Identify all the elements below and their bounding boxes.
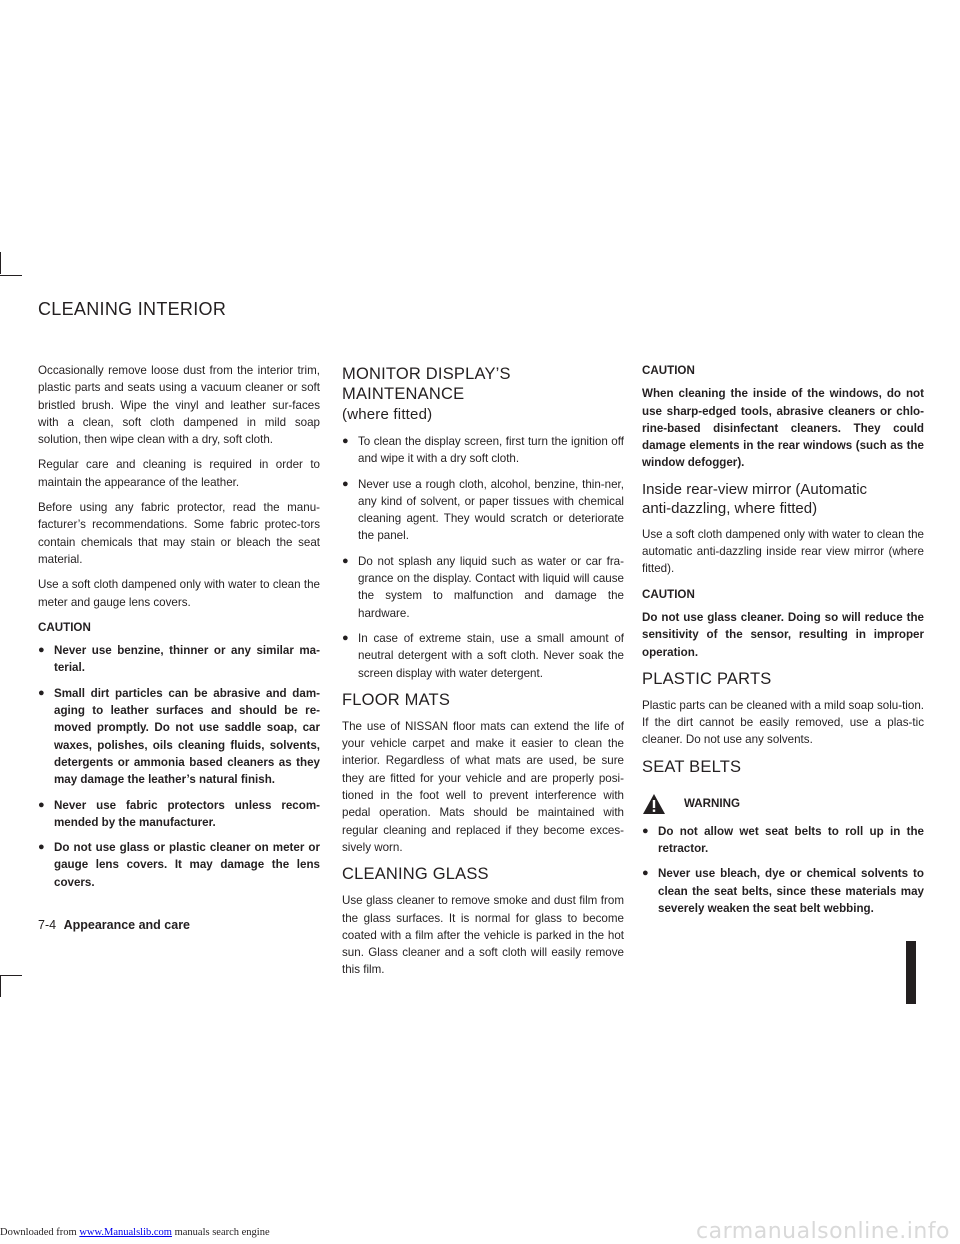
list-item: [38, 685, 320, 789]
list-item: [38, 797, 320, 832]
bullet-icon: ●: [642, 867, 649, 880]
paragraph: Use a soft cloth dampened only with water to clean the automatic anti-dazzling inside rear view mirror (where fitted).: [642, 527, 924, 576]
list-item-text: Do not allow wet seat belts to roll up in the retractor.: [658, 824, 924, 856]
heading-rear-view-mirror: [642, 480, 924, 518]
list-item: [342, 553, 624, 622]
caution-label: CAUTION: [642, 364, 695, 377]
caution-list: [38, 642, 320, 891]
manualslib-link[interactable]: www.Manualslib.com: [79, 1227, 172, 1238]
bullet-icon: ●: [342, 435, 349, 447]
list-item-text: Never use a rough cloth, alcohol, benzine, thin-ner, any kind of solvent, or paper tissues with chemical cleaning agent. They would scratch or deteriorate the panel.: [358, 477, 624, 543]
warning-list: [642, 823, 924, 917]
page-number: 7-4: [38, 918, 57, 932]
paragraph: Regular care and cleaning is required in order to maintain the appearance of the leather.: [38, 458, 320, 489]
paragraph: Use glass cleaner to remove smoke and dust film from the glass surfaces. It is normal for glass to become coated with a film after the vehicle is parked in the hot sun. Glass cleaner and a soft cloth will easily remove this film.: [342, 894, 624, 977]
list-item-text: Do not splash any liquid such as water or car fra-grance on the display. Contact with liquid will cause the system to malfunction and damage the hardware.: [358, 554, 624, 620]
caution-label: CAUTION: [38, 620, 91, 634]
paragraph: Occasionally remove loose dust from the interior trim, plastic parts and seats using a vacuum cleaner or soft bristled brush. Wipe the vinyl and leather sur-faces with a clean, soft cloth dampened in mild soap solution, then wipe clean with a dry, soft cloth.: [38, 364, 320, 447]
bullet-icon: ●: [642, 824, 649, 837]
crop-mark: [0, 252, 1, 274]
bullet-icon: ●: [342, 477, 349, 490]
paragraph: The use of NISSAN floor mats can extend the life of your vehicle carpet and make it easier to clean the interior. Regardless of what mats are used, be sure they are fitted for your vehicle and are properly posi-tioned in the foot well to prevent interference with pedal operation. Mats should be maintained with regular cleaning and replaced if they become exces-sively worn.: [342, 719, 624, 854]
bullet-icon: ●: [38, 841, 45, 854]
watermark: carmanualsonline.info: [696, 1219, 950, 1244]
bullet-icon: ●: [38, 798, 45, 811]
bullet-icon: ●: [38, 644, 45, 657]
list-item-text: To clean the display screen, first turn the ignition off and wipe it with a dry soft cloth.: [358, 435, 624, 466]
banner-prefix: Downloaded from: [0, 1227, 80, 1238]
crop-mark: [0, 975, 1, 997]
chapter-title: Appearance and care: [63, 918, 191, 932]
heading-subtitle: (where fitted): [342, 406, 433, 423]
monitor-list: [342, 433, 624, 682]
bullet-icon: ●: [342, 631, 349, 644]
heading-monitor-maintenance: [342, 364, 624, 425]
paragraph: Plastic parts can be cleaned with a mild soap solu-tion. If the dirt cannot be easily removed, use a plas-tic cleaner. Do not use any solvents.: [642, 698, 924, 747]
page-footer: [38, 918, 190, 932]
heading-floor-mats: FLOOR MATS: [342, 690, 451, 709]
list-item: [342, 476, 624, 545]
list-item: [342, 630, 624, 682]
list-item: [642, 865, 924, 917]
heading-seat-belts: SEAT BELTS: [642, 757, 742, 776]
warning-label: WARNING: [684, 797, 741, 811]
list-item: [38, 839, 320, 891]
crop-mark: [0, 275, 22, 276]
heading-line: anti-dazzling, where fitted): [642, 499, 818, 517]
column-left: [38, 362, 320, 899]
caution-label: CAUTION: [642, 587, 695, 601]
caution-text: Do not use glass cleaner. Doing so will reduce the sensitivity of the sensor, resulting in improper operation.: [642, 610, 924, 659]
bullet-icon: ●: [342, 554, 349, 567]
list-item-text: Never use bleach, dye or chemical solvents to clean the seat belts, since these materials may severely weaken the seat belt webbing.: [658, 867, 924, 915]
bullet-icon: ●: [38, 686, 45, 699]
paragraph: Before using any fabric protector, read the manu-facturer’s recommendations. Some fabric protec-tors contain chemicals that may stain or bleach the seat material.: [38, 501, 320, 566]
column-middle: [342, 362, 624, 987]
crop-mark: [0, 975, 22, 976]
list-item-text: Do not use glass or plastic cleaner on meter or gauge lens covers. It may damage the lens covers.: [54, 841, 320, 889]
download-banner: [0, 1227, 270, 1238]
thumb-tab-marker: [906, 941, 916, 1004]
list-item: [38, 642, 320, 677]
paragraph: Use a soft cloth dampened only with water to clean the meter and gauge lens covers.: [38, 578, 320, 609]
section-title: CLEANING INTERIOR: [38, 299, 227, 319]
list-item: [642, 823, 924, 858]
caution-text: When cleaning the inside of the windows, do not use sharp-edged tools, abrasive cleaners or chlo-rine-based disinfectant cleaners. They could damage elements in the rear windows (such as the window defogger).: [642, 387, 924, 470]
list-item-text: Small dirt particles can be abrasive and dam-aging to leather surfaces and should be re-moved promptly. Do not use saddle soap, car waxes, polishes, oils cleaning fluids, solvents, detergents or ammonia based cleaners as they may damage the leather’s natural finish.: [54, 686, 320, 787]
banner-suffix: manuals search engine: [171, 1227, 270, 1238]
list-item-text: In case of extreme stain, use a small amount of neutral detergent with a soft cloth. Never soak the screen display with water detergent.: [358, 631, 624, 680]
heading-plastic-parts: PLASTIC PARTS: [642, 669, 772, 688]
list-item-text: Never use benzine, thinner or any similar ma-terial.: [54, 644, 320, 675]
column-right: [642, 362, 924, 925]
list-item: [342, 433, 624, 468]
heading-line: Inside rear-view mirror (Automatic: [642, 480, 868, 498]
warning-triangle-icon: [642, 793, 666, 815]
warning-row: [642, 785, 924, 815]
heading-text: MONITOR DISPLAY’S MAINTENANCE: [342, 365, 511, 403]
list-item-text: Never use fabric protectors unless recom-mended by the manufacturer.: [54, 798, 320, 829]
heading-cleaning-glass: CLEANING GLASS: [342, 865, 489, 884]
